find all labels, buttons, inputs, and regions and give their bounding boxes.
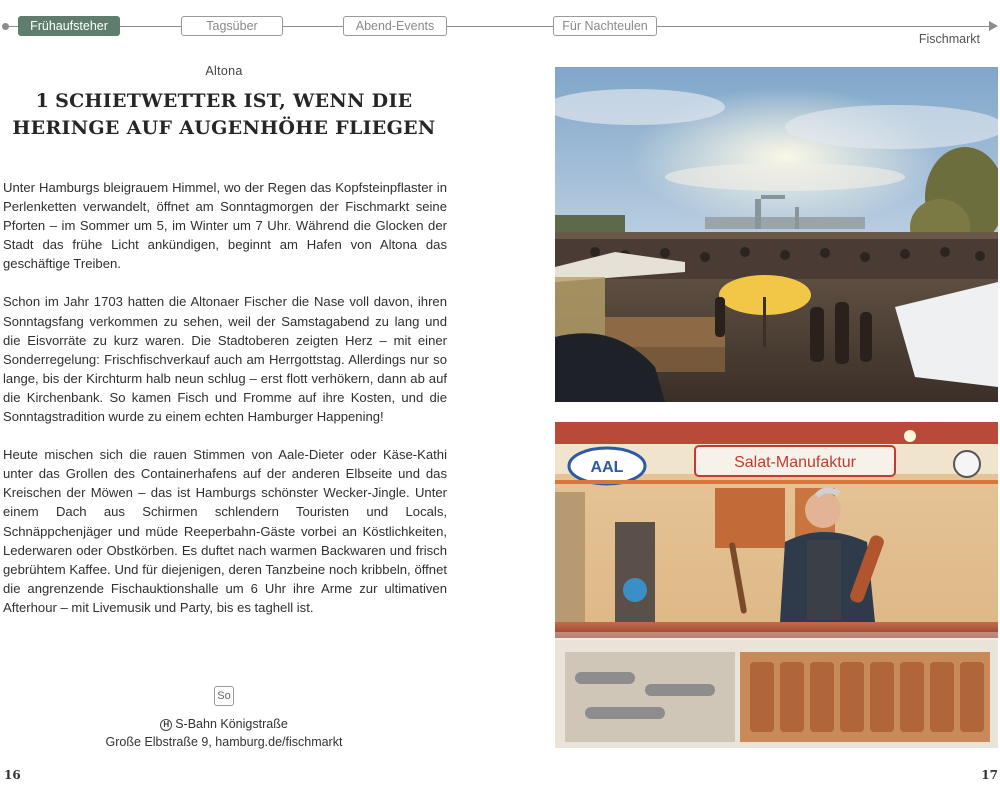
day-badge: So bbox=[214, 686, 234, 706]
address-info: Große Elbstraße 9, hamburg.de/fischmarkt bbox=[105, 735, 343, 749]
transit-info bbox=[0, 717, 448, 731]
district-label: Altona bbox=[205, 64, 243, 78]
timeline-start-dot bbox=[2, 23, 9, 30]
title-line-2: HERINGE AUF AUGENHÖHE FLIEGEN bbox=[12, 117, 436, 139]
paragraph-3: Heute mischen sich die rauen Stimmen von Aale-Dieter oder Käse-Kathi unter das Grollen des Containerhafens auf der anderen Elbseite und das Kreischen der Möwen – das ist Hamburgs schönster Wecker-Jingle. Unter einem Dach aus Schirmen schlendern Touristen und Locals, Schnäppchenjäger und müde Reeperbahn-Gäste vorbei an Köstlichkeiten, Lederwaren oder Obstkörben. Es duftet nach warmen Backwaren und frisch gebrühtem Kaffee. Und für diejenigen, deren Tanzbeine noch kribbeln, öffnet die angrenzende Fischauktionshalle um 6 Uhr ihre Arme zur ultimativen Afterhour – mit Livemusik und Party, bis es taghell ist. bbox=[3, 447, 447, 615]
timeline-arrow-icon bbox=[989, 21, 998, 31]
logo-text: AAL bbox=[590, 459, 624, 476]
page-number-left: 16 bbox=[4, 768, 21, 782]
train-stop-icon: H bbox=[160, 719, 172, 731]
tab-abend-events[interactable]: Abend-Events bbox=[343, 16, 447, 36]
article-title bbox=[10, 88, 438, 142]
page-number-right: 17 bbox=[981, 768, 998, 782]
section-label: Fischmarkt bbox=[918, 32, 980, 46]
fish-stall-photo bbox=[555, 422, 998, 748]
timeline-line bbox=[6, 26, 990, 27]
time-of-day-nav bbox=[0, 0, 1000, 52]
market-crowd-photo bbox=[555, 67, 998, 402]
article-number: 1 bbox=[35, 90, 50, 112]
title-line-1: SCHIETWETTER IST, WENN DIE bbox=[55, 90, 413, 112]
sign-text: Salat-Manufaktur bbox=[734, 454, 856, 471]
tab-fuer-nachteulen[interactable]: Für Nachteulen bbox=[553, 16, 657, 36]
tab-fruehaufsteher[interactable]: Frühaufsteher bbox=[18, 16, 120, 36]
paragraph-2: Schon im Jahr 1703 hatten die Altonaer Fischer die Nase voll davon, ihren Sonntagsfang verkommen zu sehen, weil der Samstagabend zu lang und die Eisvorräte zu kurz waren. Die Stadtoberen zeigten Herz – mit einer Sonderregelung: Frischfischverkauf auch am Herrgottstag. Allerdings nur so lange, bis der Kirchturm halb neun schlug – erst flott verhökern, dann ab auf die Kirchenbank. So kamen Fisch und Fromme auf ihre Kosten, und die Sonntagstradition wurde zu einem echten Hamburger Happening! bbox=[3, 294, 447, 425]
article-body bbox=[3, 178, 447, 636]
paragraph-1: Unter Hamburgs bleigrauem Himmel, wo der Regen das Kopfsteinpflaster in Perlenketten verwandelt, öffnet am Sonntagmorgen der Fischmarkt seine Pforten – im Sommer um 5, im Winter um 7 Uhr. Während die Glocken der Stadt das frühe Licht ankündigen, beginnt am Hafen von Altona das geschäftige Treiben. bbox=[3, 180, 447, 272]
transit-text: S-Bahn Königstraße bbox=[175, 717, 288, 731]
tab-tagsueber[interactable]: Tagsüber bbox=[181, 16, 283, 36]
